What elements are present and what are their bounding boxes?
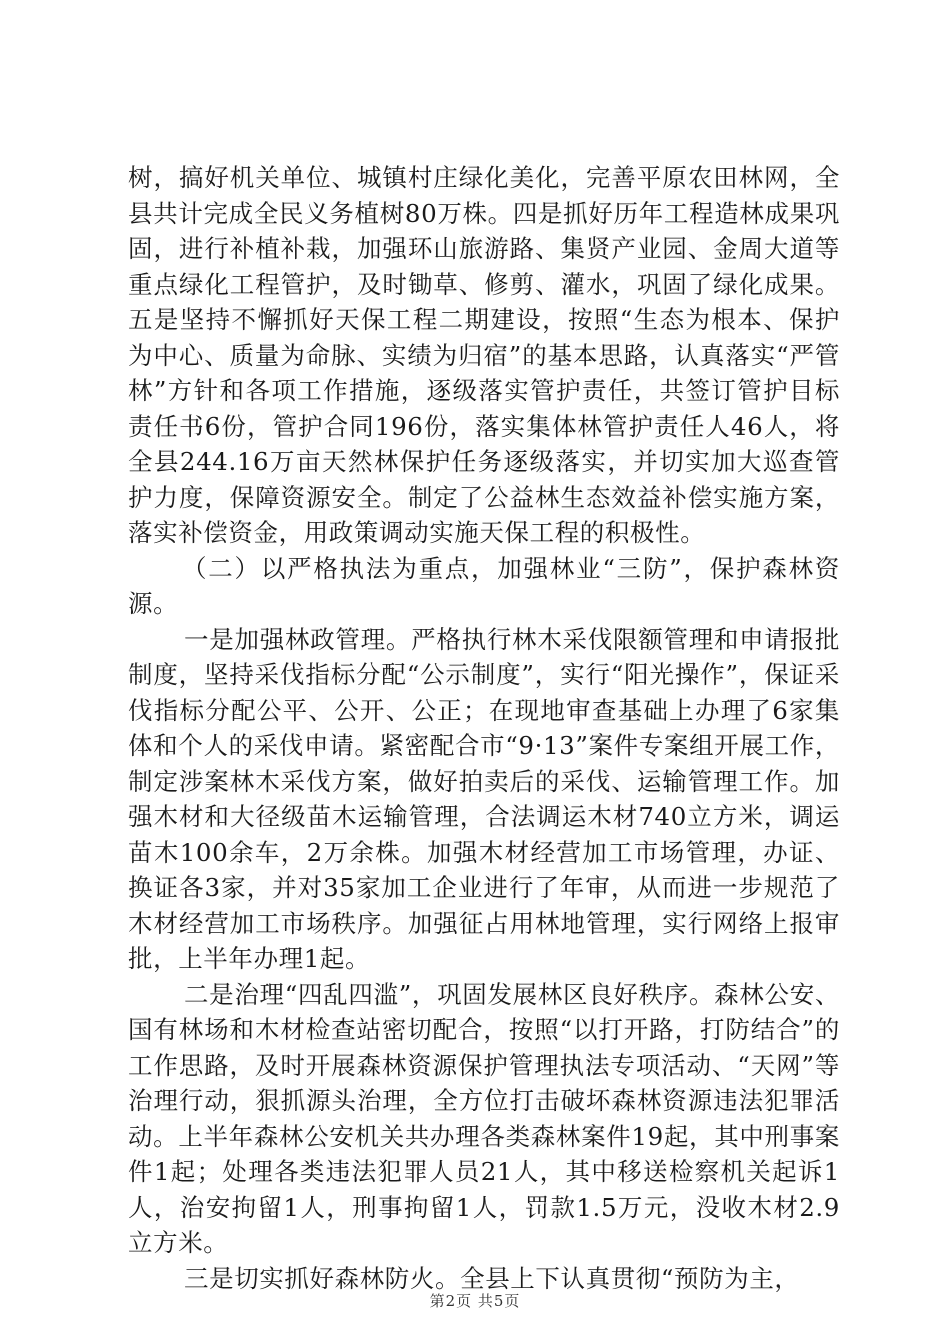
paragraph-forest-admin: 一是加强林政管理。严格执行林木采伐限额管理和申请报批制度，坚持采伐指标分配“公示制度”，实行“阳光操作”，保证采伐指标分配公平、公开、公正；在现地审查基础上办理了6家集体和个人的采伐申请。紧密配合市“9·13”案件专案组开展工作，制定涉案林木采伐方案，做好拍卖后的采伐、运输管理工作。加强木材和大径级苗木运输管理，合法调运木材740立方米，调运苗木100余车，2万余株。加强木材经营加工市场管理，办证、换证各3家，并对35家加工企业进行了年审，从而进一步规范了木材经营加工市场秩序。加强征占用林地管理，实行网络上报审批，上半年办理1起。 <box>128 624 840 973</box>
section-heading: （二）以严格执法为重点，加强林业“三防”，保护森林资源。 <box>128 553 840 618</box>
paragraph-fire-prevention: 三是切实抓好森林防火。全县上下认真贯彻“预防为主， <box>184 1263 800 1293</box>
page-number-footer: 第2页 共5页 <box>429 1292 521 1310</box>
paragraph-order-governance: 二是治理“四乱四滥”，巩固发展林区良好秩序。森林公安、国有林场和木材检查站密切配合，按照“以打开路，打防结合”的工作思路，及时开展森林资源保护管理执法专项活动、“天网”等治理行动，狠抓源头治理，全方位打击破坏森林资源违法犯罪活动。上半年森林公安机关共办理各类森林案件19起，其中刑事案件1起；处理各类违法犯罪人员21人，其中移送检察机关起诉1人，治安拘留1人，刑事拘留1人，罚款1.5万元，没收木材2.9立方米。 <box>128 979 840 1257</box>
document-body <box>128 160 840 1296</box>
paragraph-continuation: 树，搞好机关单位、城镇村庄绿化美化，完善平原农田林网，全县共计完成全民义务植树80万株。四是抓好历年工程造林成果巩固，进行补植补栽，加强环山旅游路、集贤产业园、金周大道等重点绿化工程管护，及时锄草、修剪、灌水，巩固了绿化成果。五是坚持不懈抓好天保工程二期建设，按照“生态为根本、保护为中心、质量为命脉、实绩为归宿”的基本思路，认真落实“严管林”方针和各项工作措施，逐级落实管护责任，共签订管护目标责任书6份，管护合同196份，落实集体林管护责任人46人，将全县244.16万亩天然林保护任务逐级落实，并切实加大巡查管护力度，保障资源安全。制定了公益林生态效益补偿实施方案，落实补偿资金，用政策调动实施天保工程的积极性。 <box>128 163 840 547</box>
